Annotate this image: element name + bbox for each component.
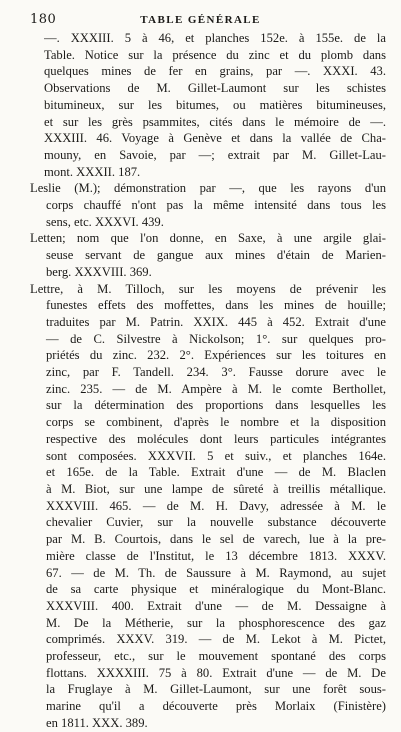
text-line: marine qu'il a découverte près Morlaix (Finistère) (46, 699, 386, 714)
text-line: à M. Biot, sur une lampe de sûreté à treillis métallique. (46, 481, 386, 496)
text-line: comprimés. XXXV. 319. — de M. Lekot à M. Pictet, (46, 632, 386, 647)
text-line: Table. Notice sur la présence du zinc et du plomb dans (44, 47, 386, 62)
text-line: berg. XXXVIII. 369. (46, 264, 152, 279)
text-line: mont. XXXII. 187. (44, 164, 141, 179)
text-line: zinc, par F. Tandell. 234. 3°. Fausse dorure avec le (46, 365, 386, 380)
text-line: zinc. 235. — de M. Ampère à M. le comte Berthollet, (46, 381, 386, 396)
text-line: la Fruglaye à M. Gillet-Laumont, sur une forêt sous- (46, 682, 386, 697)
text-line: mouny, en Savoie, par —; extrait par M. Gillet-Lau- (44, 147, 386, 162)
index-body (30, 30, 386, 732)
text-line: chevalier Cuvier, sur la nouvelle substance découverte (46, 515, 386, 530)
text-line: de sa carte physique et minéralogique du Mont-Blanc. (46, 582, 386, 597)
text-line: funestes effets des moffettes, dans les mines de houille; (46, 298, 386, 313)
entry-lettre (30, 281, 386, 732)
text-line: quelques mines de fer en grains, par —. XXXI. 43. (44, 64, 386, 79)
text-line: professeur, etc., sur le mouvement spontané des corps (46, 649, 386, 664)
text-line: corps chauffé n'ont pas la même intensité dans tous les (46, 198, 386, 213)
text-line: M. De la Métherie, sur la phosphorescence des gaz (46, 615, 386, 630)
entry-letten (30, 230, 386, 280)
entry-headword-line: Lettre, à M. Tilloch, sur les moyens de prévenir les (30, 281, 386, 296)
text-line: flottans. XXXXIII. 75 à 80. Extrait d'une — de M. De (46, 665, 386, 680)
text-line: —. XXXIII. 5 à 46, et planches 152e. à 155e. de la (44, 31, 386, 45)
text-line: XXXVIII. 400. Extrait d'une — de M. Dessaigne à (46, 598, 386, 613)
text-line: 67. — de M. Th. de Saussure à M. Raymond, au sujet (46, 565, 386, 580)
text-line: XXXIII. 46. Voyage à Genève et dans la vallée de Cha- (44, 131, 386, 146)
text-line: sens, etc. XXXVI. 439. (46, 214, 164, 229)
text-line: sur la détermination des proportions dans lesquelles les (46, 398, 386, 413)
page-number: 180 (30, 12, 57, 27)
text-line: — de C. Silvestre à Nickolson; 1°. sur quelques pro- (46, 331, 386, 346)
text-line: seuse servant de gangue aux mines d'étain de Marien- (46, 248, 386, 263)
entry-leslie (30, 180, 386, 230)
entry-headword-line: Letten; nom que l'on donne, en Saxe, à une argile glai- (30, 231, 386, 246)
text-line: corps se combinent, d'après le nombre et la disposition (46, 415, 386, 430)
text-line: et sur les grès psammites, cités dans le mémoire de —. (44, 114, 386, 129)
running-title: TABLE GÉNÉRALE (140, 14, 261, 26)
text-line: Observations de M. Gillet-Laumont sur les schistes (44, 81, 386, 96)
text-line: XXXVIII. 465. — de M. H. Davy, adressée à M. le (46, 498, 386, 513)
text-line: mière classe de l'Institut, le 13 décembre 1813. XXXV. (46, 548, 386, 563)
text-line: sont composées. XXXVII. 5 et suiv., et planches 164e. (46, 448, 386, 463)
entry-continuation (30, 30, 386, 180)
text-line: respective des molécules dont leurs particules intégrantes (46, 431, 386, 446)
text-line: priétés du zinc. 232. 2°. Expériences sur les toitures en (46, 348, 386, 363)
entry-headword-line: Leslie (M.); démonstration par —, que les rayons d'un (30, 181, 386, 196)
text-line: bitumineux, sur les bitumes, ou matières bitumineuses, (44, 97, 386, 112)
text-line: en 1811. XXX. 389. (46, 715, 148, 730)
text-line: traduites par M. Patrin. XXIX. 445 à 452. Extrait d'une (46, 314, 386, 329)
text-line: par M. B. Courtois, dans le sel de varech, lue à la pre- (46, 532, 386, 547)
text-line: et 165e. de la Table. Extrait d'une — de M. Blaclen (46, 465, 386, 480)
